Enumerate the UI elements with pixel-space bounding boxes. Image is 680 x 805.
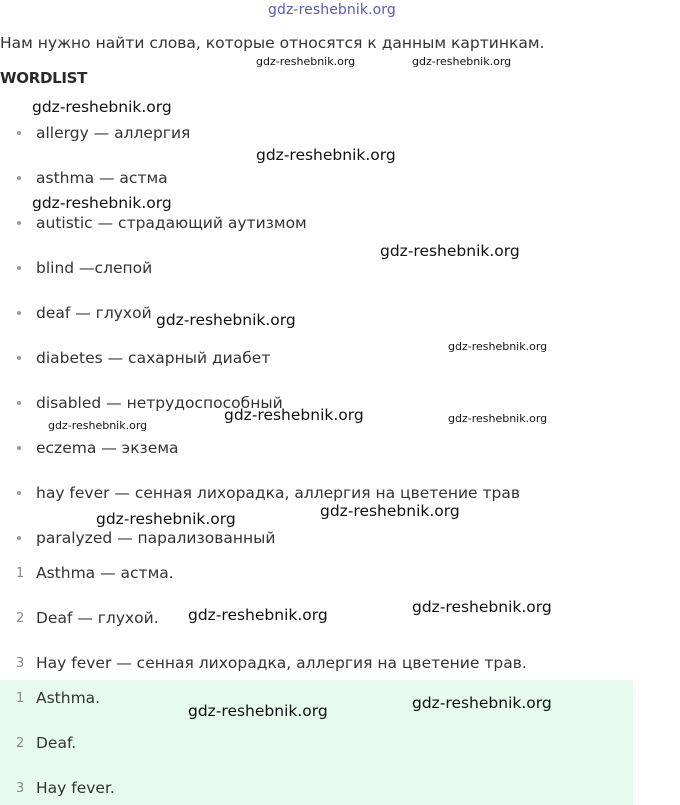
list-item-text: asthma — астма: [36, 169, 168, 187]
list-item-text: hay fever — сенная лихорадка, аллергия на цветение трав: [36, 484, 521, 502]
watermark: gdz-reshebnik.org: [412, 694, 552, 712]
watermark: gdz-reshebnik.org: [32, 98, 172, 116]
translation-text: Deaf — глухой.: [36, 609, 159, 627]
watermark: gdz-reshebnik.org: [48, 419, 148, 432]
intro-text: Нам нужно найти слова, которые относятся к данным картинкам.: [0, 34, 545, 52]
bullet-icon: [17, 356, 21, 360]
list-item-text: blind —слепой: [36, 259, 153, 277]
bullet-icon: [17, 491, 21, 495]
watermark: gdz-reshebnik.org: [256, 146, 396, 164]
watermark: gdz-reshebnik.org: [412, 598, 552, 616]
item-number: 1: [16, 690, 25, 706]
answer-text: Asthma.: [36, 689, 101, 707]
answer-text: Hay fever.: [36, 779, 115, 797]
watermark: gdz-reshebnik.org: [412, 55, 512, 68]
watermark: gdz-reshebnik.org: [320, 502, 460, 520]
bullet-icon: [17, 266, 21, 270]
top-watermark: gdz-reshebnik.org: [268, 2, 396, 18]
list-item-text: allergy — аллергия: [36, 124, 191, 142]
watermark: gdz-reshebnik.org: [256, 55, 356, 68]
list-item-text: paralyzed — парализованный: [36, 529, 276, 547]
item-number: 3: [16, 780, 25, 796]
list-item-text: eczema — экзема: [36, 439, 179, 457]
item-number: 1: [16, 565, 25, 581]
list-item-text: disabled — нетрудоспособный: [36, 394, 283, 412]
list-item-text: autistic — страдающий аутизмом: [36, 214, 307, 232]
watermark: gdz-reshebnik.org: [96, 510, 236, 528]
item-number: 3: [16, 655, 25, 671]
watermark: gdz-reshebnik.org: [448, 340, 548, 353]
answer-text: Deaf.: [36, 734, 77, 752]
watermark: gdz-reshebnik.org: [156, 311, 296, 329]
watermark: gdz-reshebnik.org: [188, 606, 328, 624]
watermark: gdz-reshebnik.org: [32, 194, 172, 212]
translation-text: Asthma — астма.: [36, 564, 174, 582]
watermark: gdz-reshebnik.org: [448, 412, 548, 425]
bullet-icon: [17, 536, 21, 540]
bullet-icon: [17, 221, 21, 225]
list-item-text: diabetes — сахарный диабет: [36, 349, 271, 367]
bullet-icon: [17, 176, 21, 180]
watermark: gdz-reshebnik.org: [224, 406, 364, 424]
bullet-icon: [17, 401, 21, 405]
bullet-icon: [17, 131, 21, 135]
item-number: 2: [16, 735, 25, 751]
translation-text: Hay fever — сенная лихорадка, аллергия на цветение трав.: [36, 654, 527, 672]
item-number: 2: [16, 610, 25, 626]
wordlist-heading: WORDLIST: [0, 69, 88, 87]
list-item-text: deaf — глухой: [36, 304, 152, 322]
bullet-icon: [17, 311, 21, 315]
watermark: gdz-reshebnik.org: [380, 242, 520, 260]
watermark: gdz-reshebnik.org: [188, 702, 328, 720]
bullet-icon: [17, 446, 21, 450]
